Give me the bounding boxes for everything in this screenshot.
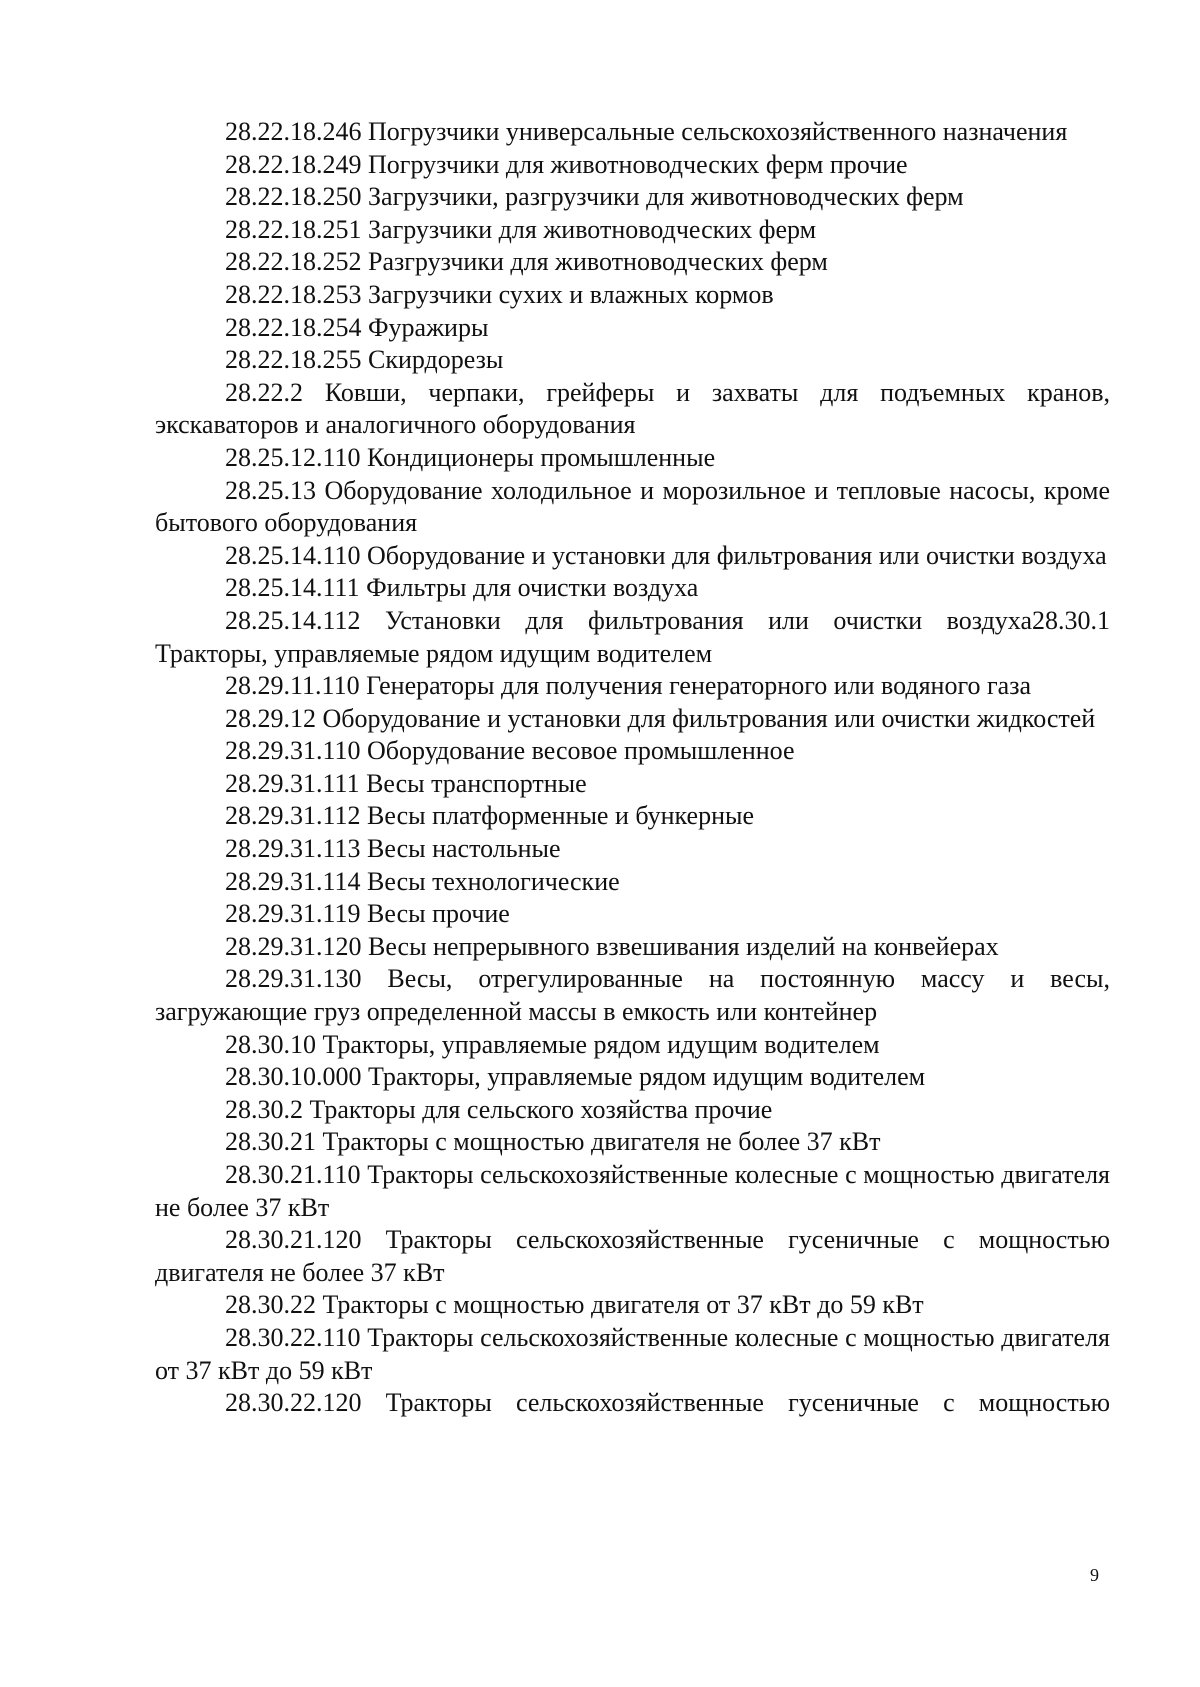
document-paragraph: 28.25.14.110 Оборудование и установки для фильтрования или очистки воздуха — [225, 540, 1107, 570]
document-paragraph: 28.30.22 Тракторы с мощностью двигателя от 37 кВт до 59 кВт — [225, 1290, 924, 1320]
document-paragraph: 28.25.14.111 Фильтры для очистки воздуха — [225, 573, 699, 603]
document-paragraph: 28.22.18.255 Скирдорезы — [225, 345, 504, 375]
document-paragraph: 28.22.18.249 Погрузчики для животноводческих ферм прочие — [225, 149, 908, 179]
document-paragraph: 28.22.18.246 Погрузчики универсальные сельскохозяйственного назначения — [225, 117, 1068, 146]
document-paragraph: 28.30.21 Тракторы с мощностью двигателя не более 37 кВт — [225, 1127, 881, 1157]
document-paragraph: 28.25.13 Оборудование холодильное и морозильное и тепловые насосы, кроме бытового оборудования — [155, 475, 1110, 538]
document-paragraph: 28.29.31.111 Весы транспортные — [225, 768, 587, 798]
page-number: 9 — [1090, 1565, 1099, 1585]
document-paragraph: 28.30.22.120 Тракторы сельскохозяйственные гусеничные с мощностью — [225, 1388, 1110, 1418]
document-paragraph: 28.30.21.110 Тракторы сельскохозяйственные колесные с мощностью двигателя не более 37 кВт — [155, 1160, 1110, 1222]
document-paragraph: 28.30.2 Тракторы для сельского хозяйства прочие — [225, 1094, 773, 1124]
document-paragraph: 28.29.31.114 Весы технологические — [225, 866, 620, 896]
document-paragraph: 28.30.22.110 Тракторы сельскохозяйственные колесные с мощностью двигателя от 37 кВт до 59 кВт — [155, 1322, 1110, 1385]
document-paragraph: 28.29.11.110 Генераторы для получения генераторного или водяного газа — [225, 671, 1031, 701]
document-body — [155, 116, 1110, 1420]
document-paragraph: 28.29.12 Оборудование и установки для фильтрования или очистки жидкостей — [225, 703, 1096, 733]
document-paragraph: 28.22.18.251 Загрузчики для животноводческих ферм — [225, 214, 817, 244]
document-paragraph: 28.29.31.110 Оборудование весовое промышленное — [225, 736, 795, 766]
document-paragraph: 28.29.31.120 Весы непрерывного взвешивания изделий на конвейерах — [225, 931, 999, 961]
document-paragraph: 28.25.14.112 Установки для фильтрования или очистки воздуха28.30.1 Тракторы, управляемые рядом идущим водителем — [155, 605, 1110, 668]
document-paragraph: 28.22.18.254 Фуражиры — [225, 312, 489, 342]
document-paragraph: 28.30.10.000 Тракторы, управляемые рядом идущим водителем — [225, 1062, 926, 1092]
document-paragraph: 28.25.12.110 Кондиционеры промышленные — [225, 442, 716, 472]
document-paragraph: 28.30.21.120 Тракторы сельскохозяйственные гусеничные с мощностью двигателя не более 37 кВт — [155, 1225, 1110, 1287]
document-paragraph: 28.29.31.130 Весы, отрегулированные на постоянную массу и весы, загружающие груз определенной массы в емкость или контейнер — [155, 964, 1110, 1027]
document-paragraph: 28.22.18.250 Загрузчики, разгрузчики для животноводческих ферм — [225, 182, 964, 212]
document-paragraph: 28.29.31.112 Весы платформенные и бункерные — [225, 801, 754, 831]
document-paragraph: 28.29.31.119 Весы прочие — [225, 899, 510, 929]
document-paragraph: 28.22.2 Ковши, черпаки, грейферы и захваты для подъемных кранов, экскаваторов и аналогичного оборудования — [155, 377, 1110, 440]
document-paragraph: 28.22.18.252 Разгрузчики для животноводческих ферм — [225, 247, 828, 277]
document-paragraph: 28.22.18.253 Загрузчики сухих и влажных кормов — [225, 279, 774, 309]
document-paragraph: 28.30.10 Тракторы, управляемые рядом идущим водителем — [225, 1029, 880, 1059]
document-paragraph: 28.29.31.113 Весы настольные — [225, 834, 561, 864]
